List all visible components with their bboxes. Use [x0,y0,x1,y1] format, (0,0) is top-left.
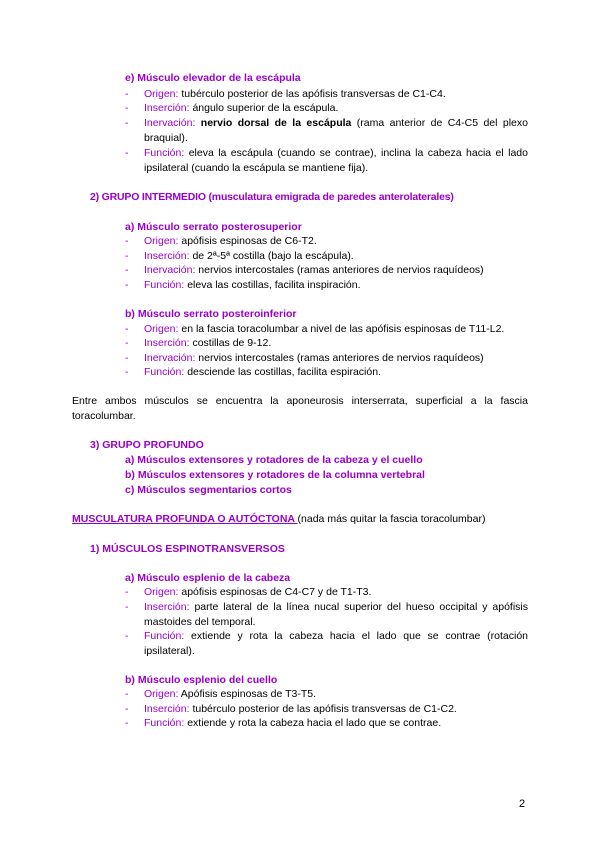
bullet-dash: - [125,352,129,364]
insercion-text: parte lateral de la línea nucal superior del hueso occipital y apófisis mastoides del temporal. [144,601,528,628]
list-item: a) Músculos extensores y rotadores de la cabeza y el cuello [125,454,423,466]
insercion-label: Inserción: [144,337,190,349]
insercion-text: tubérculo posterior de las apófisis transversas de C1-C2. [192,703,457,715]
origen-line [144,87,446,101]
origen-line [144,687,316,701]
bullet-dash: - [125,147,129,159]
funcion-label: Función: [144,147,185,159]
grupo-intermedio-title: 2) GRUPO INTERMEDIO (musculatura emigrada de paredes anterolaterales) [90,191,454,203]
inervacion-label: Inervación: [144,117,196,129]
funcion-label: Función: [144,366,185,378]
funcion-line [144,629,528,659]
bullet-dash: - [125,337,129,349]
inervacion-text: (rama anterior de C4-C5 del plexo braquial). [144,117,528,144]
bullet-dash: - [125,601,129,613]
origen-text: tubérculo posterior de las apófisis transversas de C1-C4. [181,88,446,100]
list-item: b) Músculos extensores y rotadores de la columna vertebral [125,469,425,481]
espinotransversos-title: 1) MÚSCULOS ESPINOTRANSVERSOS [90,543,285,555]
origen-line [144,234,317,248]
insercion-label: Inserción: [144,601,190,613]
inervacion-line [144,116,528,146]
bullet-dash: - [125,117,129,129]
origen-text: en la fascia toracolumbar a nivel de las apófisis espinosas de T11-L2. [181,323,505,335]
inervacion-line [144,351,484,365]
insercion-line [144,336,271,350]
bullet-dash: - [125,323,129,335]
esplenio-cabeza-title: a) Músculo esplenio de la cabeza [125,572,291,584]
bullet-dash: - [125,717,129,729]
bullet-dash: - [125,235,129,247]
bullet-dash: - [125,102,129,114]
bullet-dash: - [125,88,129,100]
funcion-line [144,146,528,176]
funcion-text: eleva la escápula (cuando se contrae), inclina la cabeza hacia el lado ipsilateral (cuando la escápula se mantiene fija). [144,147,528,174]
bullet-dash: - [125,366,129,378]
funcion-label: Función: [144,717,185,729]
funcion-text: extiende y rota la cabeza hacia el lado que se contrae. [187,717,442,729]
inervacion-text: nervios intercostales (ramas anteriores de nervios raquídeos) [198,264,484,276]
bullet-dash: - [125,250,129,262]
funcion-label: Función: [144,279,185,291]
bullet-dash: - [125,688,129,700]
insercion-line [144,101,338,115]
musculatura-note: (nada más quitar la fascia toracolumbar) [297,513,486,525]
origen-label: Origen: [144,586,179,598]
funcion-line [144,365,381,379]
funcion-text: desciende las costillas, facilita espiración. [187,366,381,378]
paragraph-text: Entre ambos músculos se encuentra la aponeurosis interserrata, superficial a la fascia toracolumbar. [72,395,528,422]
insercion-text: costillas de 9-12. [192,337,272,349]
bullet-dash: - [125,703,129,715]
bullet-dash: - [125,264,129,276]
serrato-sup-title: a) Músculo serrato posterosuperior [125,221,302,233]
origen-text: apófisis espinosas de C4-C7 y de T1-T3. [181,586,372,598]
inervacion-text: nervios intercostales (ramas anteriores de nervios raquídeos) [198,352,484,364]
inervacion-label: Inervación: [144,352,196,364]
musculatura-title: MUSCULATURA PROFUNDA O AUTÓCTONA [72,513,298,525]
funcion-line [144,716,441,730]
grupo-profundo-title: 3) GRUPO PROFUNDO [90,439,204,451]
insercion-line [144,702,457,716]
funcion-text: eleva las costillas, facilita inspiración. [187,279,361,291]
insercion-label: Inserción: [144,102,190,114]
insercion-label: Inserción: [144,250,190,262]
origen-line [144,322,504,336]
list-item: c) Músculos segmentarios cortos [125,484,292,496]
funcion-text: extiende y rota la cabeza hacia el lado que se contrae (rotación ipsilateral). [144,630,528,657]
serrato-inf-title: b) Músculo serrato posteroinferior [125,308,297,320]
bullet-dash: - [125,279,129,291]
insercion-text: de 2ª-5ª costilla (bajo la escápula). [192,250,354,262]
section-e-title: e) Músculo elevador de la escápula [125,72,301,84]
insercion-text: ángulo superior de la escápula. [192,102,339,114]
origen-line [144,585,371,599]
origen-label: Origen: [144,235,179,247]
inervacion-bold-text: nervio dorsal de la escápula [200,117,352,129]
origen-label: Origen: [144,688,179,700]
bullet-dash: - [125,630,129,642]
origen-text: Apófisis espinosas de T3-T5. [180,688,316,700]
insercion-label: Inserción: [144,703,190,715]
origen-label: Origen: [144,88,179,100]
insercion-line [144,249,354,263]
funcion-line [144,278,361,292]
inervacion-label: Inervación: [144,264,196,276]
origen-text: apófisis espinosas de C6-T2. [181,235,317,247]
page-number: 2 [519,798,526,810]
insercion-line [144,600,528,630]
inervacion-line [144,263,484,277]
origen-label: Origen: [144,323,179,335]
esplenio-cuello-title: b) Músculo esplenio del cuello [125,674,278,686]
bullet-dash: - [125,586,129,598]
funcion-label: Función: [144,630,185,642]
musculatura-heading [72,512,485,526]
